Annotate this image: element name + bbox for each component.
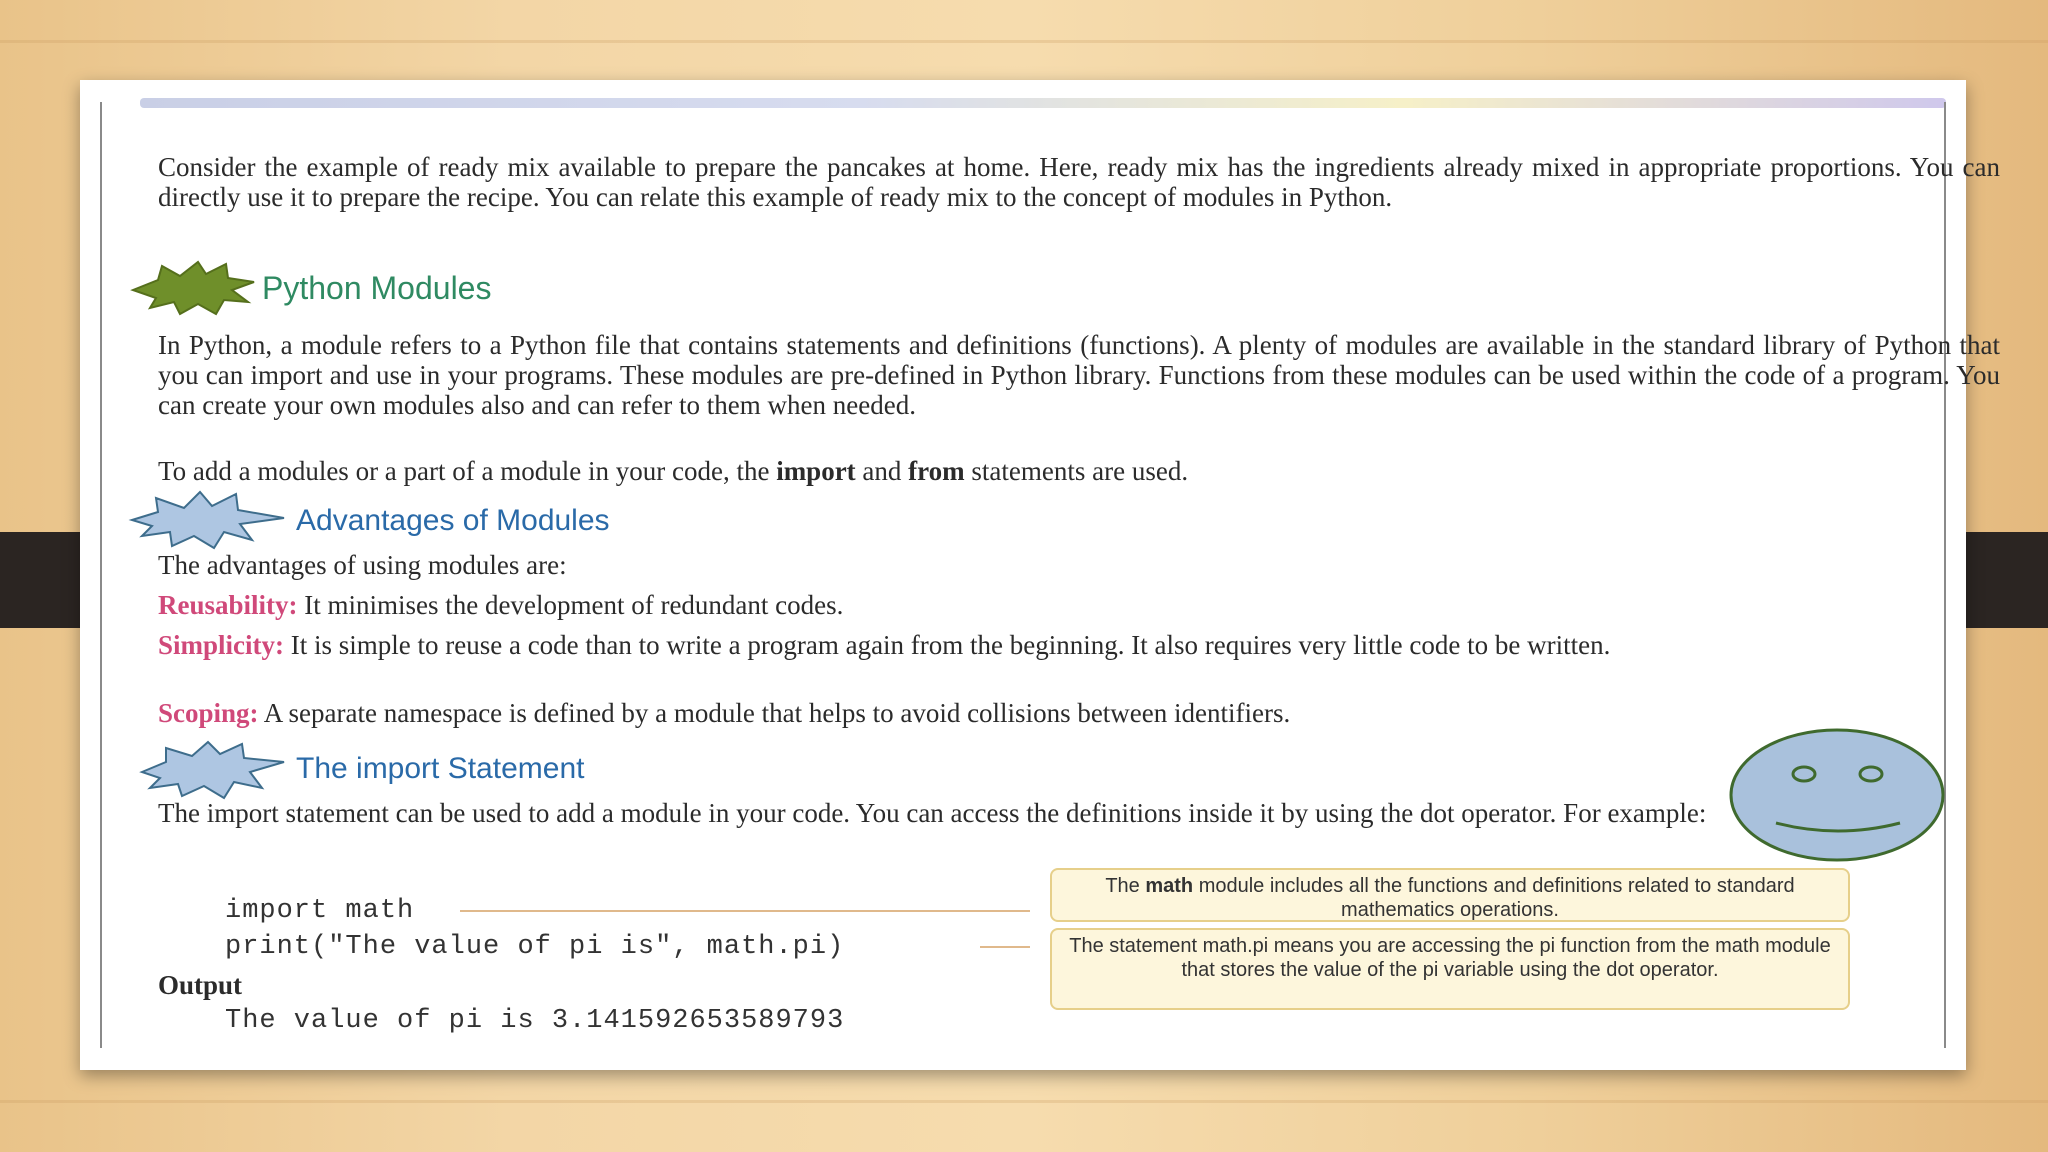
output-line: The value of pi is 3.141592653589793 — [225, 1006, 845, 1036]
advantage-reusability: Reusability: It minimises the development of redundant codes. — [158, 590, 844, 620]
smiley-face-icon — [1728, 727, 1946, 863]
page-top-bar — [140, 98, 1946, 108]
starburst-icon — [138, 740, 288, 800]
code-line-import: import math — [225, 896, 415, 926]
modules-paragraph: In Python, a module refers to a Python file that contains statements and definitions (functions). A plenty of modules are available in the standard library of Python that you can import and use in your programs. These modules are pre-defined in Python library. Functions from these modules can be used within the code of a program. You can create your own modules also and can refer to them when needed. — [158, 330, 2000, 420]
wood-streak — [0, 40, 2048, 43]
callout-math-pi: The statement math.pi means you are accessing the pi function from the math module that stores the value of the pi variable using the dot operator. — [1050, 928, 1850, 1010]
advantages-lead: The advantages of using modules are: — [158, 550, 567, 580]
code-line-print: print("The value of pi is", math.pi) — [225, 932, 845, 962]
slide-page — [80, 80, 2000, 1070]
wood-streak — [0, 1100, 2048, 1103]
import-paragraph: The import statement can be used to add a module in your code. You can access the definitions inside it by using the dot operator. For example: — [158, 798, 1707, 828]
starburst-icon — [128, 490, 288, 550]
heading-import-statement: The import Statement — [296, 752, 585, 785]
output-label: Output — [158, 970, 243, 1000]
page-border-left — [100, 102, 102, 1048]
import-from-sentence: To add a modules or a part of a module in your code, the import and from statements are used. — [158, 456, 1189, 486]
callout-leader-line — [460, 910, 1030, 912]
advantage-scoping: Scoping: A separate namespace is defined by a module that helps to avoid collisions between identifiers. — [158, 698, 1291, 728]
advantage-simplicity: Simplicity: It is simple to reuse a code than to write a program again from the beginning. It also requires very little code to be written. — [158, 630, 1611, 660]
callout-math-module: The math module includes all the functions and definitions related to standard mathematics operations. — [1050, 868, 1850, 922]
intro-paragraph: Consider the example of ready mix available to prepare the pancakes at home. Here, ready mix has the ingredients already mixed in appropriate proportions. You can directly use it to prepare the recipe. You can relate this example of ready mix to the concept of modules in Python. — [158, 152, 2000, 212]
starburst-icon — [128, 258, 258, 318]
callout-leader-line — [980, 946, 1030, 948]
heading-python-modules: Python Modules — [262, 270, 492, 306]
heading-advantages: Advantages of Modules — [296, 504, 610, 537]
